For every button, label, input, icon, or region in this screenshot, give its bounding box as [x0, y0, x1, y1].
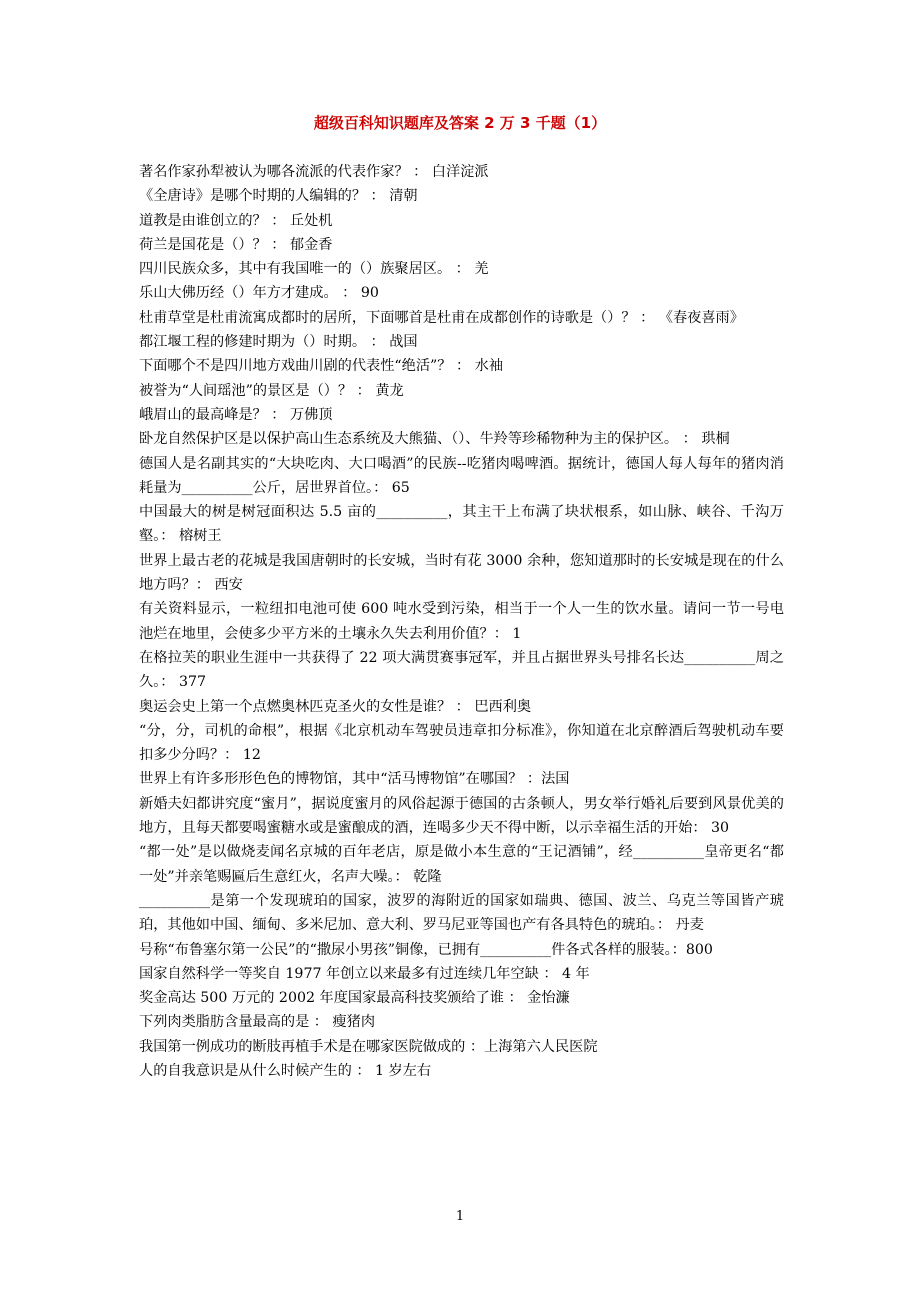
question-answer-item: 被誉为“人间瑶池”的景区是（）？ ： 黄龙 [139, 382, 404, 399]
question-answer-item: 下列肉类脂肪含量最高的是 ： 瘦猪肉 [139, 1014, 376, 1031]
question-answer-item: 荷兰是国花是（）？ ： 郁金香 [139, 236, 333, 253]
question-answer-item: 号称“布鲁塞尔第一公民”的“撒尿小男孩”铜像，已拥有__________件各式各样的服装。：800 [139, 941, 713, 958]
question-answer-item: “分，分，司机的命根”，根据《北京机动车驾驶员违章扣分标准》，你知道在北京醉酒后驾驶机动车要扣多少分吗？： 12 [139, 722, 784, 764]
question-answer-item: 下面哪个不是四川地方戏曲川剧的代表性“绝活”？ ： 水袖 [139, 358, 504, 375]
question-answer-item: 中国最大的树是树冠面积达 5.5 亩的__________，其主干上布满了块状根系，如山脉、峡谷、千沟万壑。： 榕树王 [139, 504, 784, 545]
question-answer-item: 乐山大佛历经（）年方才建成。 ： 90 [139, 285, 379, 302]
question-answer-item: 四川民族众多，其中有我国唯一的（）族聚居区。 ： 羌 [139, 261, 489, 278]
page-number: 1 [455, 1209, 465, 1224]
question-answer-item: 德国人是名副其实的“大块吃肉、大口喝酒”的民族--吃猪肉喝啤酒。据统计，德国人每人每年的猪肉消耗量为__________公斤，居世界首位。： 65 [139, 455, 784, 496]
question-answer-item: 著名作家孙犁被认为哪各流派的代表作家？ ： 白洋淀派 [139, 164, 489, 180]
question-answer-item: 杜甫草堂是杜甫流寓成都时的居所，下面哪首是杜甫在成都创作的诗歌是（）？ ： 《春夜喜雨》 [139, 309, 744, 326]
question-answer-item: 有关资料显示，一粒纽扣电池可使 600 吨水受到污染，相当于一个人一生的饮水量。请问一节一号电池烂在地里，会使多少平方米的土壤永久失去利用价值？： 1 [139, 601, 784, 642]
question-answer-item: 峨眉山的最高峰是？ ： 万佛顶 [139, 406, 333, 423]
question-answer-item: 人的自我意识是从什么时候产生的 ： 1 岁左右 [139, 1062, 432, 1079]
document-title: 超级百科知识题库及答案 2 万 3 千题（1） [313, 114, 607, 132]
question-answer-item: 世界上有许多形形色色的博物馆，其中“活马博物馆”在哪国？ ：法国 [139, 771, 570, 788]
question-answer-item: 在格拉芙的职业生涯中一共获得了 22 项大满贯赛事冠军，并且占据世界头号排名长达__________周之久。： 377 [139, 649, 784, 691]
question-answer-item: 都江堰工程的修建时期为（）时期。 ： 战国 [139, 334, 418, 351]
question-answer-item: “都一处”是以做烧麦闻名京城的百年老店，原是做小本生意的“王记酒铺”，经__________皇帝更名“都一处”并亲笔赐匾后生意红火，名声大噪。： 乾隆 [139, 844, 784, 885]
question-answer-item: __________是第一个发现琥珀的国家，波罗的海附近的国家如瑞典、德国、波兰、乌克兰等国皆产琥珀，其他如中国、缅甸、多米尼加、意大利、罗马尼亚等国也产有各具特色的琥珀。： 丹麦 [139, 892, 784, 934]
question-answer-item: 国家自然科学一等奖自 1977 年创立以来最多有过连续几年空缺 ： 4 年 [139, 965, 590, 982]
question-answer-item: 奥运会史上第一个点燃奥林匹克圣火的女性是谁？ ： 巴西利奥 [139, 698, 532, 715]
question-answer-item: 我国第一例成功的断肢再植手术是在哪家医院做成的 ：上海第六人民医院 [139, 1038, 598, 1055]
question-list [139, 160, 784, 1083]
question-answer-item: 卧龙自然保护区是以保护高山生态系统及大熊猫、（）、牛羚等珍稀物种为主的保护区。 ： 珙桐 [139, 431, 730, 448]
question-answer-item: 《全唐诗》是哪个时期的人编辑的？ ： 清朝 [139, 188, 418, 205]
question-answer-item: 新婚夫妇都讲究度“蜜月”，据说度蜜月的风俗起源于德国的古条顿人，男女举行婚礼后要到风景优美的地方，且每天都要喝蜜糖水或是蜜酿成的酒，连喝多少天不得中断，以示幸福生活的开始： 30 [139, 795, 784, 837]
question-answer-item: 世界上最古老的花城是我国唐朝时的长安城，当时有花 3000 余种，您知道那时的长安城是现在的什么地方吗？： 西安 [139, 552, 784, 594]
question-answer-item: 奖金高达 500 万元的 2002 年度国家最高科技奖颁给了谁 ： 金怡濂 [139, 990, 570, 1007]
question-answer-item: 道教是由谁创立的？ ： 丘处机 [139, 212, 333, 229]
